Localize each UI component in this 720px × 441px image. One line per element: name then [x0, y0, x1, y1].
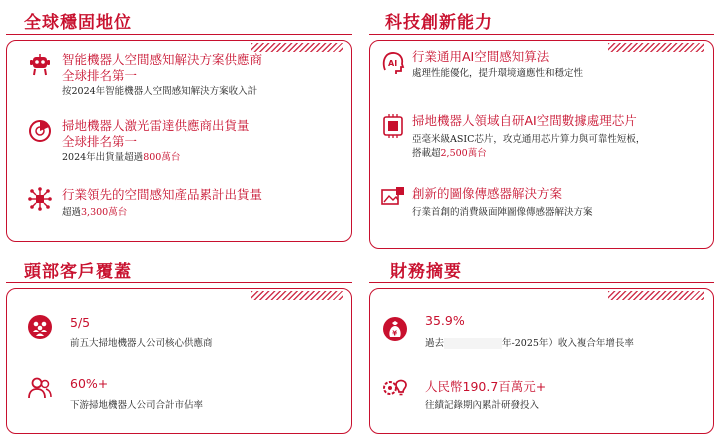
global-item-2-head-line1: 掃地機器人激光雷達供應商出貨量 [62, 118, 250, 133]
decor-hatch [608, 291, 704, 300]
chip-icon [380, 113, 406, 139]
money-bag-icon [382, 316, 408, 342]
global-item-3-desc: 超過3,300萬台 [62, 207, 128, 218]
network-chip-icon [27, 186, 53, 212]
financial-panel [369, 288, 714, 434]
team-icon [27, 314, 53, 340]
global-item-2-desc: 2024年出貨量超過800萬台 [62, 152, 181, 163]
highlight-value: 3,300萬台 [81, 207, 128, 218]
svg-text:AI: AI [388, 59, 398, 68]
lightbulb-gear-icon [382, 373, 408, 399]
tech-item-3-head: 創新的圖像傳感器解決方案 [412, 186, 563, 201]
robot-icon [27, 52, 53, 78]
image-sensor-icon [380, 184, 406, 210]
tech-item-2-head: 掃地機器人領域自研AI空間數據處理芯片 [412, 113, 637, 128]
tech-item-3-desc: 行業首創的消費級面陣圖像傳感器解決方案 [412, 207, 593, 218]
section-divider [369, 34, 714, 35]
global-item-1-desc: 按2024年智能機器人空間感知解決方案收入計 [62, 86, 258, 97]
financial-item-2-value: 人民幣190.7百萬元+ [425, 379, 547, 394]
tech-item-2-desc-line1: 亞毫米級ASIC芯片，攻克通用芯片算力與可靠性短板， [412, 134, 646, 145]
financial-item-1-desc: 過去 年-2025年）收入複合年增長率 [425, 338, 634, 349]
global-item-3-head: 行業領先的空間感知產品累計出貨量 [62, 187, 263, 202]
decor-hatch [251, 291, 343, 300]
global-item-1-head-line1: 智能機器人空間感知解決方案供應商 [62, 52, 263, 67]
users-icon [27, 375, 53, 401]
highlight-value: 800萬台 [143, 152, 181, 163]
decor-hatch [251, 43, 343, 52]
highlight-value: 2,500萬台 [440, 148, 487, 159]
section-divider [6, 34, 352, 35]
tech-item-1-head: 行業通用AI空間感知算法 [412, 49, 550, 64]
global-position-panel [6, 40, 352, 242]
customers-item-1-value: 5/5 [70, 315, 91, 330]
tech-item-1-desc: 處理性能優化，提升環境適應性和穩定性 [412, 68, 584, 79]
global-item-2-head-line2: 全球排名第一 [62, 134, 138, 149]
customers-item-2-desc: 下游掃地機器人公司合計市佔率 [70, 400, 204, 411]
financial-item-2-desc: 往績記錄期內累計研發投入 [425, 400, 540, 411]
section-title-customers: 頭部客戶覆蓋 [24, 262, 132, 282]
section-divider [369, 282, 714, 283]
customers-item-2-value: 60%+ [70, 376, 109, 391]
svg-text:¥: ¥ [392, 329, 398, 338]
decor-hatch [608, 43, 704, 52]
section-title-global-position: 全球穩固地位 [24, 13, 132, 33]
lidar-radar-icon [27, 118, 53, 144]
customers-item-1-desc: 前五大掃地機器人公司核心供應商 [70, 338, 213, 349]
section-divider [6, 282, 352, 283]
global-item-1-head-line2: 全球排名第一 [62, 68, 138, 83]
financial-item-1-value: 35.9% [425, 313, 465, 328]
tech-item-2-desc-line2: 搭載超2,500萬台 [412, 148, 487, 159]
section-title-tech-capability: 科技創新能力 [385, 13, 493, 33]
redacted-region [444, 338, 502, 349]
section-title-financial: 財務摘要 [390, 262, 462, 282]
ai-head-icon [380, 50, 406, 76]
